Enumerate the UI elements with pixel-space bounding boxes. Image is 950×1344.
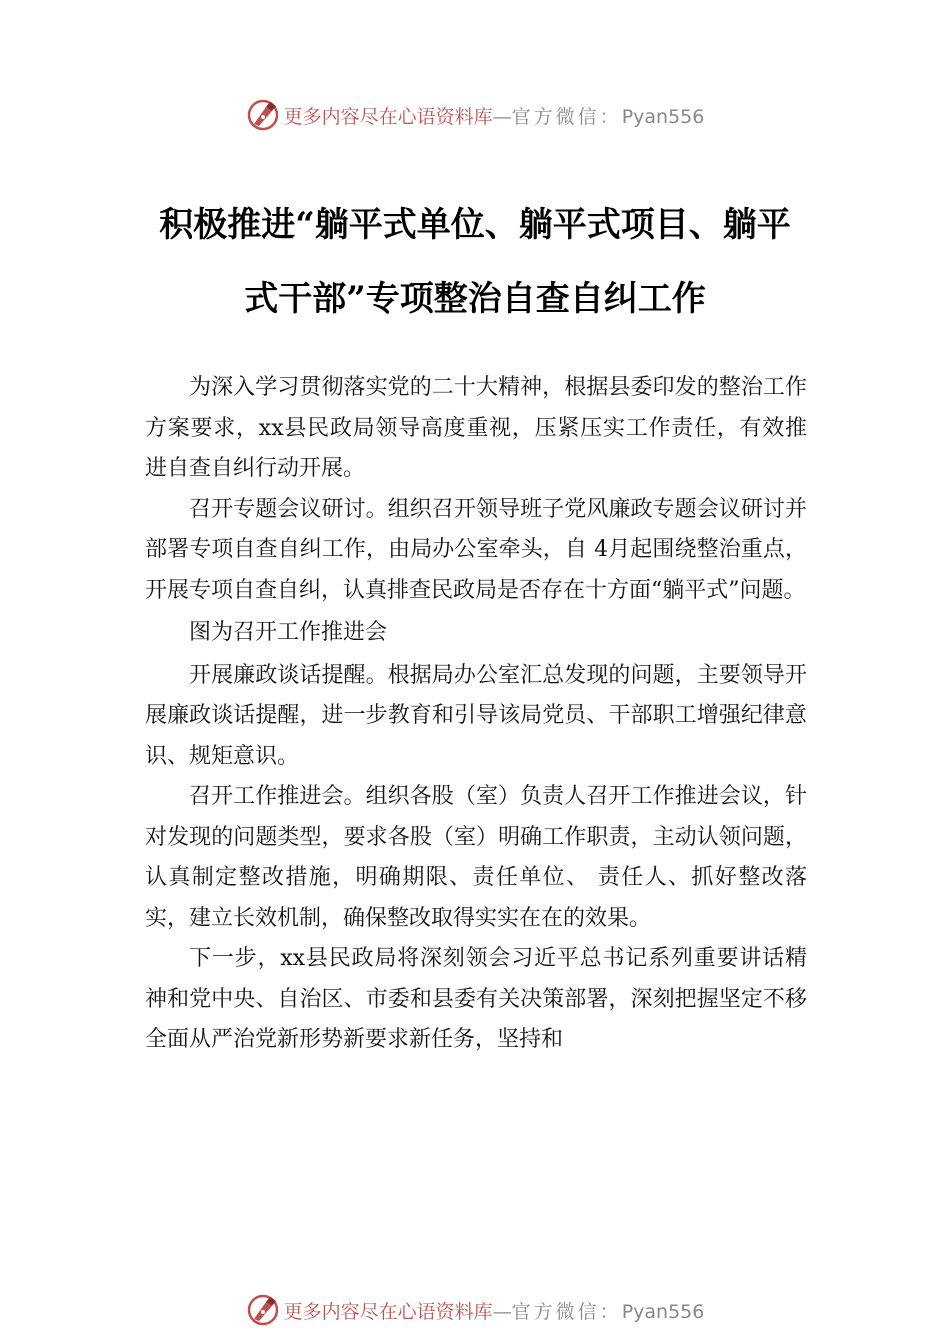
- watermark-label: 官方微信：: [511, 1300, 622, 1323]
- watermark-dash: —: [492, 105, 512, 128]
- image-caption: 图为召开工作推进会: [189, 620, 388, 645]
- pen-nib-logo-icon: [246, 1293, 280, 1327]
- watermark-main-text: 更多内容尽在心语资料库: [283, 1300, 493, 1323]
- paragraph-meeting: 召开专题会议研讨。组织召开领导班子党风廉政专题会议研讨并部署专项自查自纠工作，由局办公室牵头，自 4月起围绕整治重点，开展专项自查自纠，认真排查民政局是否存在十方面“躺平式”问题。: [145, 496, 807, 603]
- document-title: [100, 188, 850, 336]
- watermark-label: 官方微信：: [511, 105, 622, 128]
- watermark-main-text: 更多内容尽在心语资料库: [283, 105, 493, 128]
- paragraph-next-step: 下一步，xx县民政局将深刻领会习近平总书记系列重要讲话精神和党中央、自治区、市委和县委有关决策部署，深刻把握坚定不移全面从严治党新形势新要求新任务，坚持和: [145, 946, 807, 1052]
- paragraph-progress-meeting: 召开工作推进会。组织各股（室）负责人召开工作推进会议，针对发现的问题类型，要求各股（室）明确工作职责，主动认领问题，认真制定整改措施，明确期限、责任单位、 责任人、抓好整改落实，建立长效机制，确保整改取得实实在在的效果。: [145, 784, 807, 931]
- watermark-dash: —: [492, 1300, 512, 1323]
- footer-watermark-banner: [0, 1290, 950, 1330]
- header-watermark-banner: [0, 95, 950, 135]
- document-body: [145, 368, 807, 1061]
- title-line-1: 积极推进“躺平式单位、躺平式项目、躺平: [159, 205, 791, 245]
- pen-nib-logo-icon: [246, 98, 280, 132]
- paragraph-reminder: 开展廉政谈话提醒。根据局办公室汇总发现的问题，主要领导开展廉政谈话提醒，进一步教育和引导该局党员、干部职工增强纪律意识、规矩意识。: [145, 662, 807, 769]
- watermark-handle: Pyan556: [621, 1300, 705, 1323]
- title-line-2: 式干部”专项整治自查自纠工作: [244, 279, 706, 319]
- watermark-handle: Pyan556: [621, 105, 705, 128]
- paragraph-intro: 为深入学习贯彻落实党的二十大精神，根据县委印发的整治工作方案要求，xx县民政局领导高度重视，压紧压实工作责任，有效推进自查自纠行动开展。: [145, 375, 807, 481]
